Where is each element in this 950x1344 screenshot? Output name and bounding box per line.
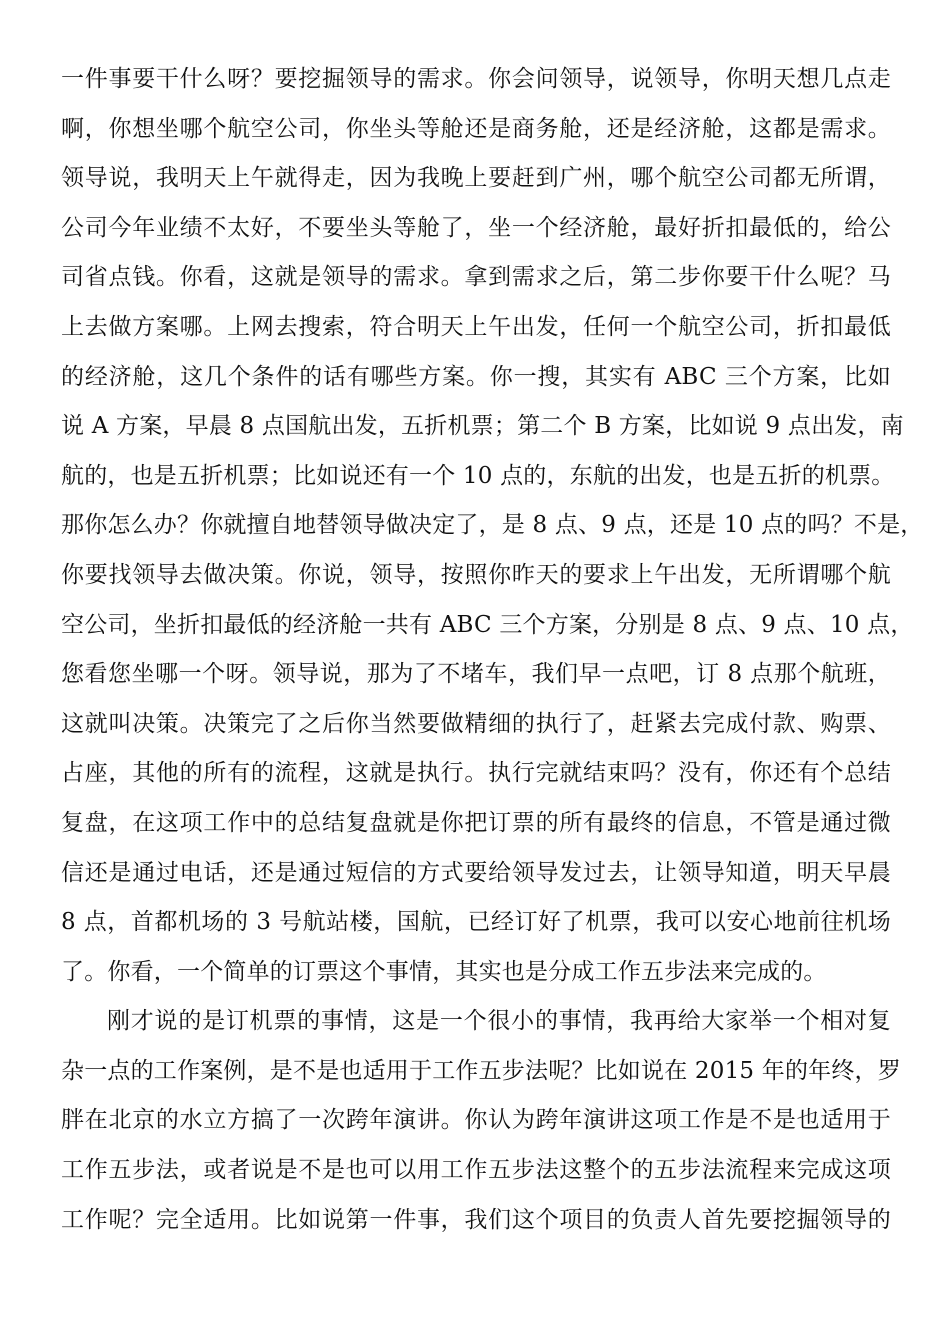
text-line: 工作五步法，或者说是不是也可以用工作五步法这整个的五步法流程来完成这项 bbox=[61, 1157, 891, 1184]
paragraph bbox=[61, 55, 924, 997]
text-line: 航的，也是五折机票；比如说还有一个 10 点的，东航的出发，也是五折的机票。 bbox=[61, 462, 895, 489]
text-line: 工作呢？完全适用。比如说第一件事，我们这个项目的负责人首先要挖掘领导的 bbox=[61, 1206, 891, 1233]
text-line: 杂一点的工作案例，是不是也适用于工作五步法呢？比如说在 2015 年的年终，罗 bbox=[61, 1057, 901, 1084]
body-text bbox=[61, 55, 924, 1245]
text-line: 空公司，坐折扣最低的经济舱一共有 ABC 三个方案，分别是 8 点、9 点、10 点， bbox=[61, 611, 914, 638]
text-line: 胖在北京的水立方搞了一次跨年演讲。你认为跨年演讲这项工作是不是也适用于 bbox=[61, 1107, 891, 1134]
text-line: 信还是通过电话，还是通过短信的方式要给领导发过去，让领导知道，明天早晨 bbox=[61, 859, 891, 886]
text-line: 的经济舱，这几个条件的话有哪些方案。你一搜，其实有 ABC 三个方案，比如 bbox=[61, 363, 891, 390]
text-line: 这就叫决策。决策完了之后你当然要做精细的执行了，赶紧去完成付款、购票、 bbox=[61, 710, 891, 737]
text-line: 了。你看，一个简单的订票这个事情，其实也是分成工作五步法来完成的。 bbox=[61, 958, 827, 985]
text-line: 刚才说的是订机票的事情，这是一个很小的事情，我再给大家举一个相对复 bbox=[107, 1008, 891, 1035]
text-line: 你要找领导去做决策。你说，领导，按照你昨天的要求上午出发，无所谓哪个航 bbox=[61, 561, 891, 588]
text-line: 那你怎么办？你就擅自地替领导做决定了，是 8 点、9 点，还是 10 点的吗？不是， bbox=[61, 512, 924, 539]
text-line: 啊，你想坐哪个航空公司，你坐头等舱还是商务舱，还是经济舱，这都是需求。 bbox=[61, 115, 891, 142]
text-line: 8 点，首都机场的 3 号航站楼，国航，已经订好了机票，我可以安心地前往机场 bbox=[61, 909, 891, 936]
text-line: 说 A 方案，早晨 8 点国航出发，五折机票；第二个 B 方案，比如说 9 点出发，南 bbox=[61, 413, 904, 440]
text-line: 领导说，我明天上午就得走，因为我晚上要赶到广州，哪个航空公司都无所谓， bbox=[61, 165, 891, 192]
paragraph bbox=[61, 997, 901, 1245]
text-line: 您看您坐哪一个呀。领导说，那为了不堵车，我们早一点吧，订 8 点那个航班， bbox=[61, 661, 891, 688]
text-line: 占座，其他的所有的流程，这就是执行。执行完就结束吗？没有，你还有个总结 bbox=[61, 760, 891, 787]
text-line: 复盘，在这项工作中的总结复盘就是你把订票的所有最终的信息，不管是通过微 bbox=[61, 809, 891, 836]
text-line: 上去做方案哪。上网去搜索，符合明天上午出发，任何一个航空公司，折扣最低 bbox=[61, 313, 891, 340]
text-line: 公司今年业绩不太好，不要坐头等舱了，坐一个经济舱，最好折扣最低的，给公 bbox=[61, 214, 891, 241]
text-line: 司省点钱。你看，这就是领导的需求。拿到需求之后，第二步你要干什么呢？马 bbox=[61, 264, 891, 291]
text-line: 一件事要干什么呀？要挖掘领导的需求。你会问领导，说领导，你明天想几点走 bbox=[61, 66, 891, 92]
